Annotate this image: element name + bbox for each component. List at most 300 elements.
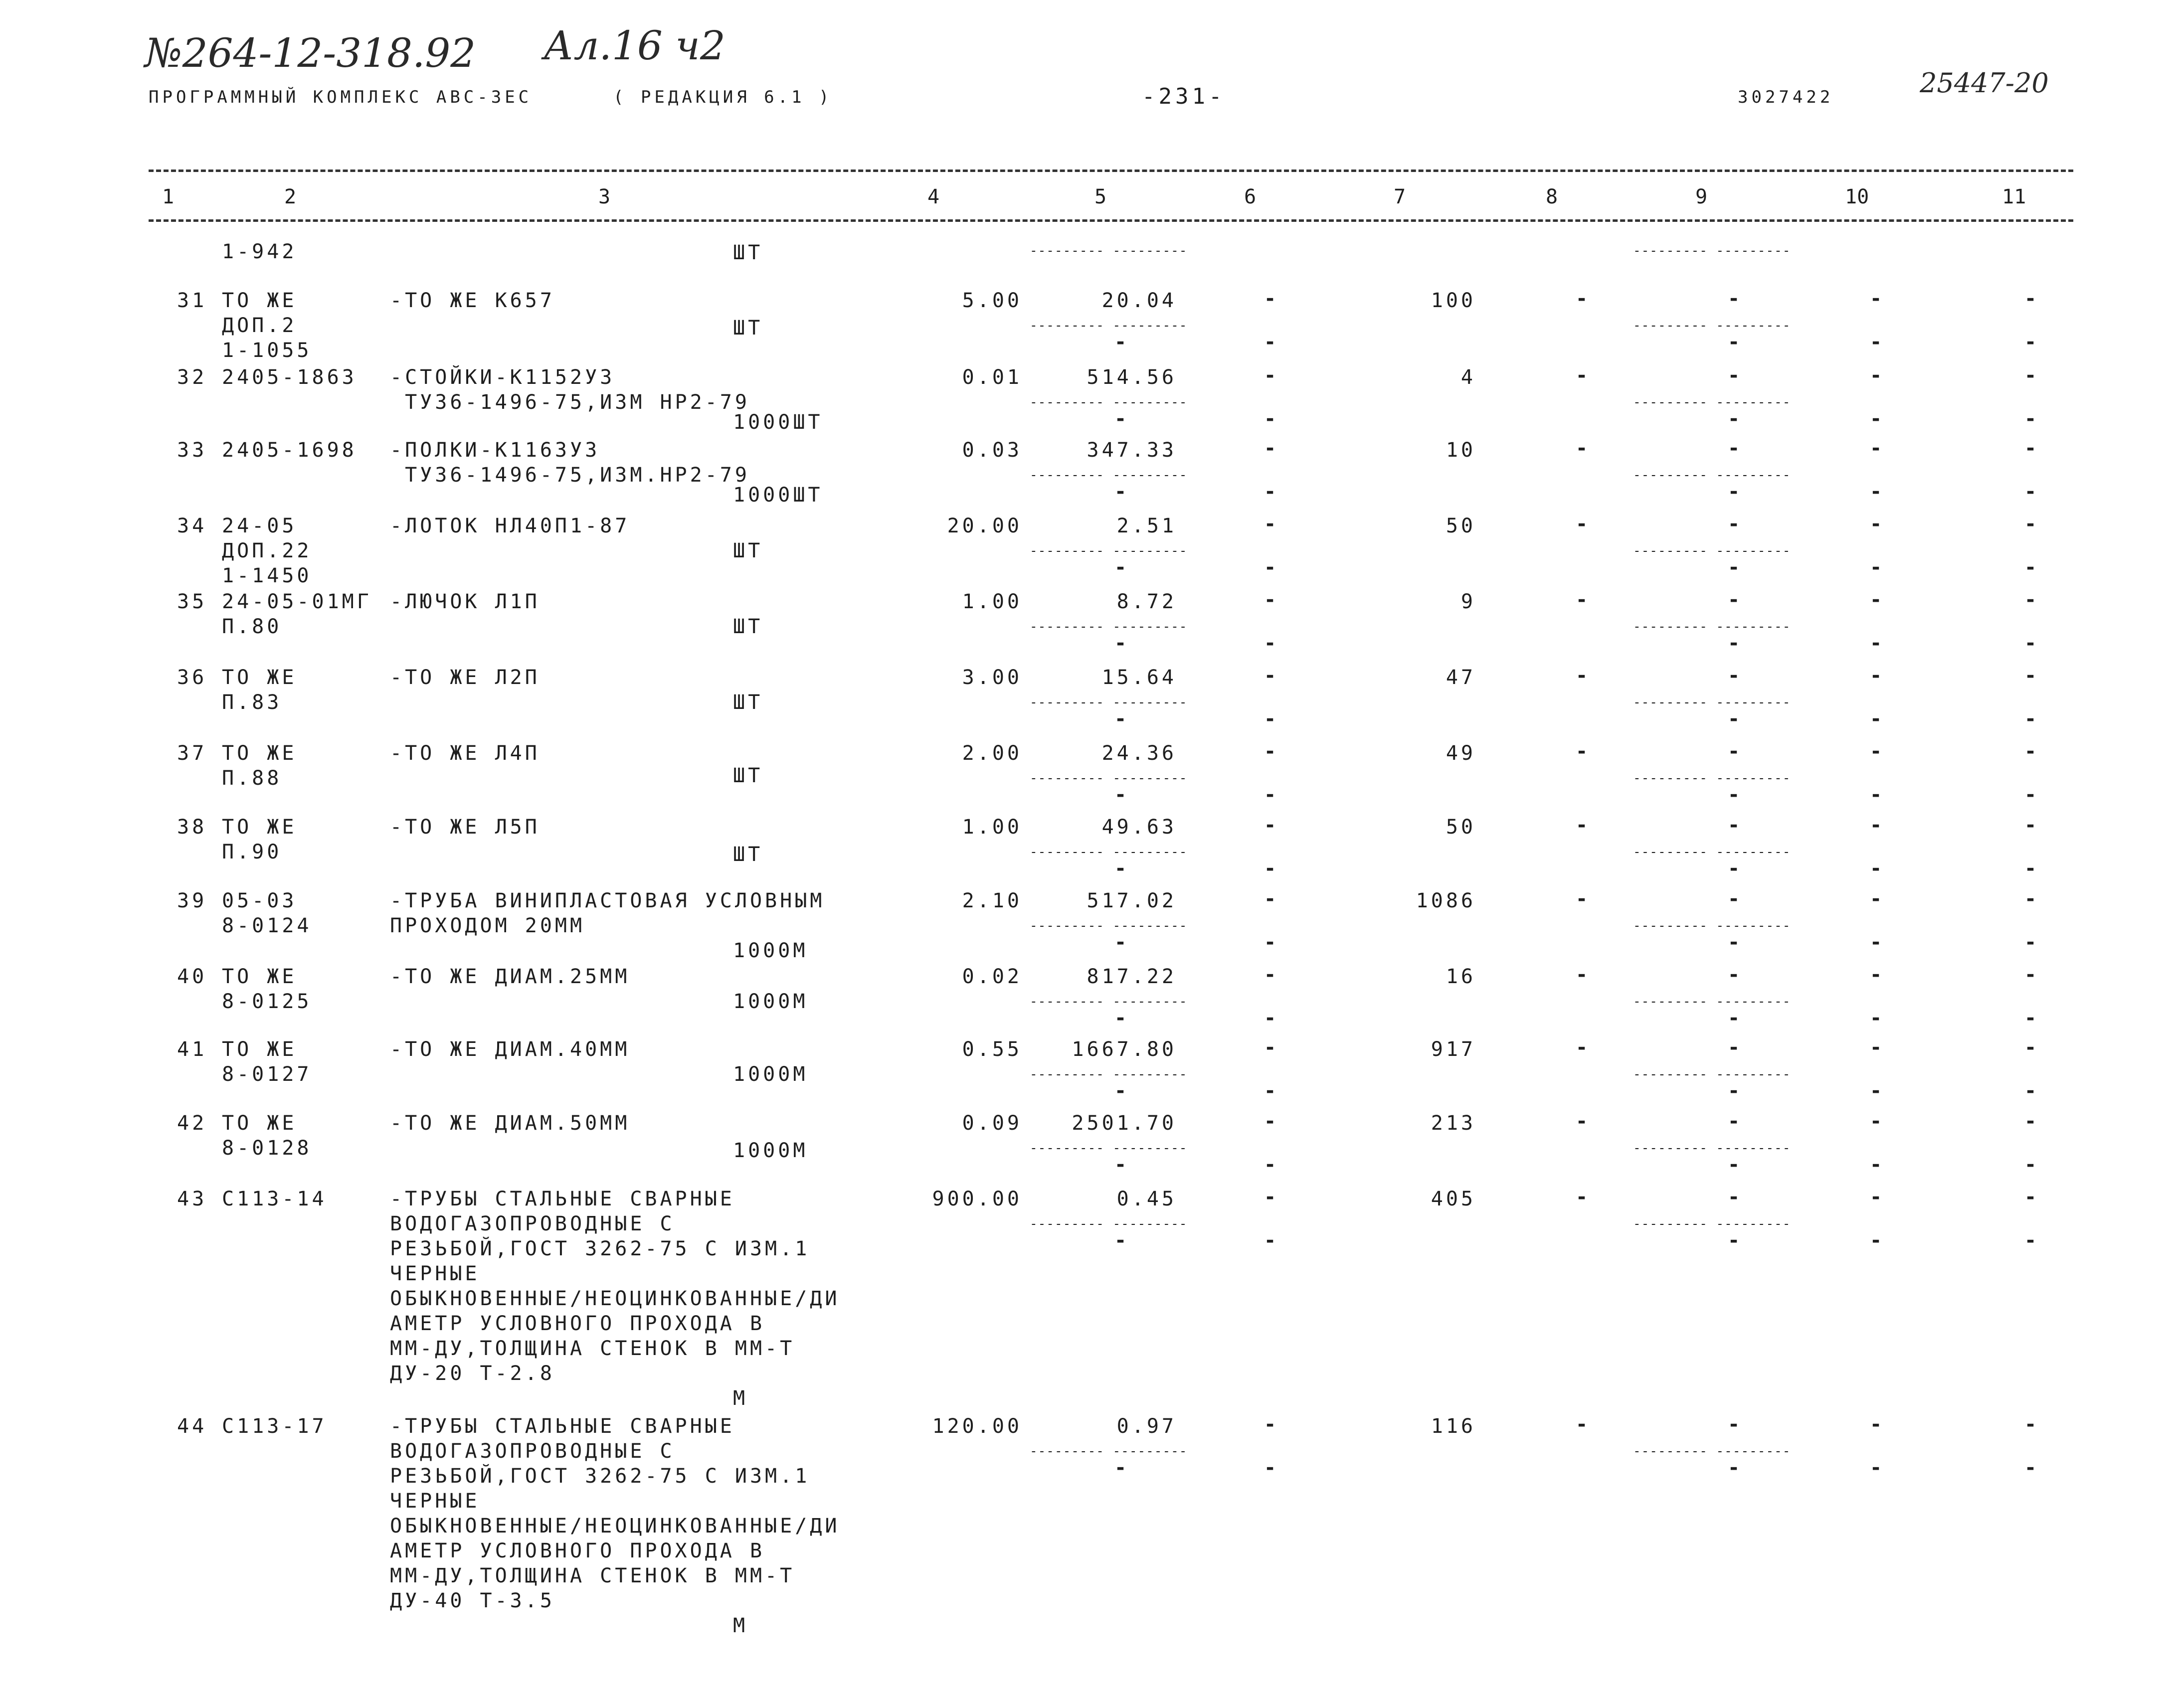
cell-row-number: 38	[177, 816, 207, 839]
cell-quantity: 3.00	[962, 666, 1022, 689]
cell-placeholder-line: --------- ---------	[1030, 543, 1188, 558]
cell-dash: -	[1114, 1153, 1127, 1176]
cell-dash: -	[2024, 857, 2037, 880]
cell-dash: -	[1870, 963, 1882, 986]
cell-dash: -	[1728, 287, 1740, 310]
cell-row-number: 32	[177, 366, 207, 389]
cell-quantity: 20.00	[947, 514, 1022, 537]
cell-quantity: 0.02	[962, 965, 1022, 988]
cell-quantity: 0.09	[962, 1112, 1022, 1135]
cell-quantity: 5.00	[962, 289, 1022, 312]
cell-name: ПРОХОДОМ 20ММ	[390, 914, 585, 937]
cell-total: 213	[1431, 1112, 1476, 1135]
cell-dash: -	[1264, 740, 1276, 763]
cell-dash: -	[1870, 664, 1882, 687]
cell-dash: -	[1576, 364, 1588, 387]
cell-dash: -	[1728, 437, 1740, 460]
cell-dash: -	[1870, 1153, 1882, 1176]
cell-row-number: 42	[177, 1112, 207, 1135]
cell-dash: -	[1114, 556, 1127, 579]
cell-dash: -	[1870, 364, 1882, 387]
cell-dash: -	[1870, 480, 1882, 503]
cell-dash: -	[1264, 1036, 1276, 1059]
cell-total: 116	[1431, 1415, 1476, 1438]
cell-dash: -	[2024, 632, 2037, 655]
cell-name: ВОДОГАЗОПРОВОДНЫЕ С	[390, 1212, 675, 1235]
cell-code: ТО ЖЕ	[222, 289, 297, 312]
cell-dash: -	[1264, 331, 1276, 353]
cell-placeholder-line: --------- ---------	[1030, 1067, 1188, 1082]
cell-unit: 1000М	[733, 1063, 808, 1086]
cell-price: 514.56	[1087, 366, 1177, 389]
edition: ( РЕДАКЦИЯ 6.1 )	[613, 87, 833, 107]
cell-dash: -	[1870, 740, 1882, 763]
cell-unit: ШТ	[733, 691, 763, 714]
table-header-rule	[149, 219, 2073, 222]
cell-quantity: 0.55	[962, 1038, 1022, 1061]
handwritten-doc-number: №264-12-318.92	[145, 30, 476, 76]
cell-code: 8-0124	[222, 914, 312, 937]
cell-dash: -	[1114, 1079, 1127, 1102]
cell-dash: -	[1870, 437, 1882, 460]
cell-dash: -	[1728, 887, 1740, 910]
cell-dash: -	[1870, 512, 1882, 535]
cell-dash: -	[1728, 480, 1740, 503]
column-number: 10	[1845, 185, 1869, 208]
cell-dash: -	[2024, 707, 2037, 730]
cell-total: 49	[1446, 742, 1476, 765]
cell-dash: -	[1576, 512, 1588, 535]
cell-dash: -	[1264, 1456, 1276, 1479]
table-top-rule	[149, 170, 2073, 172]
cell-dash: -	[1870, 588, 1882, 611]
cell-dash: -	[1576, 588, 1588, 611]
cell-dash: -	[2024, 364, 2037, 387]
cell-dash: -	[1264, 407, 1276, 430]
cell-placeholder-line: --------- ---------	[1030, 771, 1188, 786]
cell-code: ДОП.22	[222, 539, 312, 562]
cell-placeholder-line: --------- ---------	[1633, 1067, 1791, 1082]
column-number: 6	[1244, 185, 1257, 208]
cell-dash: -	[1114, 632, 1127, 655]
cell-dash: -	[2024, 740, 2037, 763]
cell-code: 24-05-01МГ	[222, 590, 372, 613]
cell-dash: -	[1728, 1110, 1740, 1133]
cell-code: 1-942	[222, 240, 297, 263]
cell-dash: -	[1728, 512, 1740, 535]
cell-placeholder-line: --------- ---------	[1030, 243, 1188, 258]
cell-name: -ЛОТОК НЛ40П1-87	[390, 514, 630, 537]
cell-placeholder-line: --------- ---------	[1030, 1216, 1188, 1231]
handwritten-code: 25447-20	[1920, 67, 2049, 99]
cell-placeholder-line: --------- ---------	[1030, 695, 1188, 710]
cell-dash: -	[1728, 1153, 1740, 1176]
cell-placeholder-line: --------- ---------	[1633, 619, 1791, 634]
column-number: 7	[1394, 185, 1406, 208]
cell-placeholder-line: --------- ---------	[1030, 918, 1188, 933]
cell-code: ТО ЖЕ	[222, 742, 297, 765]
cell-code: ТО ЖЕ	[222, 965, 297, 988]
cell-dash: -	[1264, 512, 1276, 535]
cell-total: 9	[1460, 590, 1476, 613]
cell-price: 15.64	[1101, 666, 1177, 689]
cell-dash: -	[1870, 1079, 1882, 1102]
cell-placeholder-line: --------- ---------	[1030, 994, 1188, 1009]
cell-dash: -	[1114, 931, 1127, 954]
cell-price: 1667.80	[1072, 1038, 1177, 1061]
cell-dash: -	[1728, 1007, 1740, 1029]
cell-dash: -	[2024, 407, 2037, 430]
cell-unit: 1000М	[733, 939, 808, 962]
cell-placeholder-line: --------- ---------	[1633, 318, 1791, 333]
cell-dash: -	[1870, 783, 1882, 806]
cell-dash: -	[1728, 740, 1740, 763]
cell-dash: -	[2024, 931, 2037, 954]
cell-placeholder-line: --------- ---------	[1030, 468, 1188, 483]
cell-dash: -	[1870, 814, 1882, 837]
cell-dash: -	[1264, 707, 1276, 730]
cell-price: 24.36	[1101, 742, 1177, 765]
cell-name: АМЕТР УСЛОВНОГО ПРОХОДА В	[390, 1539, 765, 1562]
cell-dash: -	[1264, 783, 1276, 806]
cell-dash: -	[1728, 963, 1740, 986]
cell-name: -ТО ЖЕ ДИАМ.50ММ	[390, 1112, 630, 1135]
cell-quantity: 0.03	[962, 439, 1022, 462]
cell-unit: 1000ШТ	[733, 411, 823, 434]
cell-dash: -	[1728, 857, 1740, 880]
cell-name: -ТРУБЫ СТАЛЬНЫЕ СВАРНЫЕ	[390, 1415, 735, 1438]
cell-quantity: 2.00	[962, 742, 1022, 765]
cell-dash: -	[1728, 1456, 1740, 1479]
cell-total: 50	[1446, 514, 1476, 537]
column-number: 4	[927, 185, 940, 208]
cell-dash: -	[1576, 740, 1588, 763]
cell-name: РЕЗЬБОЙ,ГОСТ 3262-75 С ИЗМ.1	[390, 1237, 810, 1260]
cell-dash: -	[1728, 814, 1740, 837]
cell-dash: -	[2024, 1153, 2037, 1176]
cell-row-number: 41	[177, 1038, 207, 1061]
cell-dash: -	[1264, 1413, 1276, 1436]
cell-row-number: 31	[177, 289, 207, 312]
cell-name: -ЛЮЧОК Л1П	[390, 590, 540, 613]
cell-row-number: 44	[177, 1415, 207, 1438]
cell-dash: -	[1576, 664, 1588, 687]
column-number: 1	[162, 185, 175, 208]
cell-quantity: 120.00	[932, 1415, 1022, 1438]
cell-dash: -	[1870, 1229, 1882, 1252]
cell-name: -ТО ЖЕ ДИАМ.25ММ	[390, 965, 630, 988]
cell-total: 47	[1446, 666, 1476, 689]
cell-dash: -	[1576, 1110, 1588, 1133]
cell-total: 100	[1431, 289, 1476, 312]
cell-dash: -	[1264, 664, 1276, 687]
cell-quantity: 900.00	[932, 1188, 1022, 1210]
cell-code: ТО ЖЕ	[222, 816, 297, 839]
cell-total: 1086	[1416, 889, 1476, 912]
cell-unit: 1000М	[733, 990, 808, 1013]
cell-name: -СТОЙКИ-К1152У3	[390, 366, 615, 389]
cell-price: 20.04	[1101, 289, 1177, 312]
cell-name: -ТРУБЫ СТАЛЬНЫЕ СВАРНЫЕ	[390, 1188, 735, 1210]
cell-code: 8-0127	[222, 1063, 312, 1086]
cell-dash: -	[1264, 931, 1276, 954]
cell-placeholder-line: --------- ---------	[1030, 1141, 1188, 1156]
column-number: 8	[1546, 185, 1558, 208]
cell-dash: -	[1870, 407, 1882, 430]
cell-dash: -	[1870, 887, 1882, 910]
cell-dash: -	[1576, 963, 1588, 986]
cell-dash: -	[1728, 556, 1740, 579]
cell-placeholder-line: --------- ---------	[1633, 918, 1791, 933]
cell-dash: -	[1728, 1186, 1740, 1208]
cell-code: 1-1450	[222, 564, 312, 587]
cell-dash: -	[2024, 1110, 2037, 1133]
cell-dash: -	[1728, 1036, 1740, 1059]
cell-dash: -	[1728, 931, 1740, 954]
cell-code: 05-03	[222, 889, 297, 912]
cell-dash: -	[1870, 287, 1882, 310]
cell-code: 1-1055	[222, 339, 312, 362]
cell-total: 405	[1431, 1188, 1476, 1210]
cell-dash: -	[1114, 783, 1127, 806]
cell-dash: -	[1870, 1186, 1882, 1208]
cell-name: ТУ36-1496-75,ИЗМ.НР2-79	[390, 464, 750, 487]
cell-placeholder-line: --------- ---------	[1633, 771, 1791, 786]
cell-placeholder-line: --------- ---------	[1633, 243, 1791, 258]
column-number: 9	[1695, 185, 1708, 208]
cell-placeholder-line: --------- ---------	[1030, 845, 1188, 859]
cell-dash: -	[1264, 588, 1276, 611]
cell-dash: -	[1264, 857, 1276, 880]
cell-total: 16	[1446, 965, 1476, 988]
page-number: -231-	[1142, 84, 1226, 109]
column-number: 2	[284, 185, 297, 208]
cell-code: ТО ЖЕ	[222, 1038, 297, 1061]
cell-dash: -	[1264, 1007, 1276, 1029]
cell-dash: -	[1728, 364, 1740, 387]
cell-dash: -	[1264, 814, 1276, 837]
cell-dash: -	[1870, 1456, 1882, 1479]
cell-placeholder-line: --------- ---------	[1633, 1444, 1791, 1459]
cell-name: ОБЫКНОВЕННЫЕ/НЕОЦИНКОВАННЫЕ/ДИ	[390, 1515, 840, 1537]
cell-total: 50	[1446, 816, 1476, 839]
cell-price: 817.22	[1087, 965, 1177, 988]
cell-dash: -	[1728, 664, 1740, 687]
cell-dash: -	[1264, 1110, 1276, 1133]
cell-placeholder-line: --------- ---------	[1030, 318, 1188, 333]
cell-code: 8-0128	[222, 1137, 312, 1160]
column-number: 11	[2002, 185, 2026, 208]
cell-unit: ШТ	[733, 317, 763, 340]
cell-dash: -	[1114, 707, 1127, 730]
cell-placeholder-line: --------- ---------	[1633, 395, 1791, 410]
cell-dash: -	[1870, 632, 1882, 655]
cell-placeholder-line: --------- ---------	[1633, 1141, 1791, 1156]
cell-name: -ТРУБА ВИНИПЛАСТОВАЯ УСЛОВНЫМ	[390, 889, 825, 912]
cell-dash: -	[1264, 364, 1276, 387]
cell-dash: -	[1870, 1036, 1882, 1059]
cell-code: П.90	[222, 841, 282, 863]
cell-code: ДОП.2	[222, 314, 297, 337]
cell-price: 49.63	[1101, 816, 1177, 839]
cell-row-number: 35	[177, 590, 207, 613]
cell-name: -ПОЛКИ-К1163У3	[390, 439, 600, 462]
cell-dash: -	[1728, 588, 1740, 611]
cell-dash: -	[1264, 1229, 1276, 1252]
cell-placeholder-line: --------- ---------	[1030, 1444, 1188, 1459]
cell-name: ДУ-20 Т-2.8	[390, 1362, 555, 1385]
cell-name: ВОДОГАЗОПРОВОДНЫЕ С	[390, 1440, 675, 1463]
cell-dash: -	[2024, 331, 2037, 353]
cell-dash: -	[1264, 1186, 1276, 1208]
cell-dash: -	[2024, 1186, 2037, 1208]
cell-dash: -	[1576, 1036, 1588, 1059]
cell-dash: -	[1576, 1413, 1588, 1436]
cell-dash: -	[1264, 632, 1276, 655]
cell-dash: -	[1264, 1153, 1276, 1176]
cell-dash: -	[1728, 1413, 1740, 1436]
cell-dash: -	[1114, 1229, 1127, 1252]
cell-code: П.83	[222, 691, 282, 714]
cell-dash: -	[1264, 556, 1276, 579]
cell-code: 8-0125	[222, 990, 312, 1013]
cell-dash: -	[2024, 1456, 2037, 1479]
cell-dash: -	[2024, 1007, 2037, 1029]
cell-unit: ШТ	[733, 764, 763, 787]
cell-placeholder-line: --------- ---------	[1633, 845, 1791, 859]
cell-total: 10	[1446, 439, 1476, 462]
cell-code: 2405-1863	[222, 366, 357, 389]
cell-dash: -	[1728, 1079, 1740, 1102]
column-number: 3	[598, 185, 611, 208]
cell-dash: -	[1264, 287, 1276, 310]
cell-quantity: 0.01	[962, 366, 1022, 389]
cell-dash: -	[1870, 1413, 1882, 1436]
cell-dash: -	[2024, 287, 2037, 310]
cell-name: -ТО ЖЕ Л5П	[390, 816, 540, 839]
cell-name: ММ-ДУ,ТОЛЩИНА СТЕНОК В ММ-Т	[390, 1564, 795, 1587]
cell-row-number: 37	[177, 742, 207, 765]
cell-dash: -	[1870, 331, 1882, 353]
cell-price: 347.33	[1087, 439, 1177, 462]
cell-dash: -	[2024, 437, 2037, 460]
cell-dash: -	[2024, 783, 2037, 806]
handwritten-album: Ал.16 ч2	[544, 22, 726, 69]
cell-placeholder-line: --------- ---------	[1633, 543, 1791, 558]
cell-code: С113-14	[222, 1188, 327, 1210]
cell-placeholder-line: --------- ---------	[1030, 619, 1188, 634]
column-number: 5	[1094, 185, 1107, 208]
cell-dash: -	[1870, 707, 1882, 730]
cell-row-number: 33	[177, 439, 207, 462]
cell-name: ММ-ДУ,ТОЛЩИНА СТЕНОК В ММ-Т	[390, 1337, 795, 1360]
cell-dash: -	[2024, 556, 2037, 579]
cell-dash: -	[1264, 437, 1276, 460]
cell-dash: -	[1870, 1007, 1882, 1029]
cell-code: ТО ЖЕ	[222, 666, 297, 689]
cell-dash: -	[2024, 664, 2037, 687]
cell-dash: -	[1114, 407, 1127, 430]
document-id: 3027422	[1738, 87, 1834, 107]
program-name: ПРОГРАММНЫЙ КОМПЛЕКС АВС-3ЕС	[149, 87, 533, 107]
cell-name: ТУ36-1496-75,ИЗМ НР2-79	[390, 391, 750, 414]
cell-placeholder-line: --------- ---------	[1633, 695, 1791, 710]
cell-placeholder-line: --------- ---------	[1633, 994, 1791, 1009]
cell-code: С113-17	[222, 1415, 327, 1438]
cell-row-number: 39	[177, 889, 207, 912]
cell-price: 2.51	[1116, 514, 1177, 537]
cell-unit: ШТ	[733, 539, 763, 562]
cell-dash: -	[2024, 1036, 2037, 1059]
cell-dash: -	[1576, 437, 1588, 460]
cell-dash: -	[2024, 480, 2037, 503]
cell-row-number: 36	[177, 666, 207, 689]
cell-name: -ТО ЖЕ Л4П	[390, 742, 540, 765]
cell-unit: ШТ	[733, 615, 763, 638]
cell-dash: -	[2024, 1413, 2037, 1436]
cell-dash: -	[1264, 963, 1276, 986]
cell-unit: ШТ	[733, 843, 763, 866]
cell-dash: -	[2024, 963, 2037, 986]
cell-placeholder-line: --------- ---------	[1030, 395, 1188, 410]
cell-code: ТО ЖЕ	[222, 1112, 297, 1135]
cell-price: 2501.70	[1072, 1112, 1177, 1135]
cell-name: -ТО ЖЕ К657	[390, 289, 555, 312]
cell-quantity: 1.00	[962, 590, 1022, 613]
cell-dash: -	[1870, 931, 1882, 954]
cell-dash: -	[1728, 1229, 1740, 1252]
cell-dash: -	[1576, 887, 1588, 910]
cell-placeholder-line: --------- ---------	[1633, 1216, 1791, 1231]
cell-placeholder-line: --------- ---------	[1633, 468, 1791, 483]
cell-unit: 1000ШТ	[733, 484, 823, 507]
cell-code: П.80	[222, 615, 282, 638]
cell-name: ОБЫКНОВЕННЫЕ/НЕОЦИНКОВАННЫЕ/ДИ	[390, 1287, 840, 1310]
cell-dash: -	[1576, 814, 1588, 837]
cell-unit: М	[733, 1387, 748, 1410]
cell-name: ДУ-40 Т-3.5	[390, 1589, 555, 1612]
cell-price: 0.97	[1116, 1415, 1177, 1438]
cell-row-number: 43	[177, 1188, 207, 1210]
cell-dash: -	[2024, 814, 2037, 837]
cell-dash: -	[1870, 556, 1882, 579]
cell-dash: -	[1114, 1007, 1127, 1029]
cell-name: ЧЕРНЫЕ	[390, 1490, 480, 1513]
cell-name: -ТО ЖЕ Л2П	[390, 666, 540, 689]
cell-dash: -	[1264, 887, 1276, 910]
cell-total: 917	[1431, 1038, 1476, 1061]
cell-code: П.88	[222, 767, 282, 790]
cell-dash: -	[1870, 1110, 1882, 1133]
cell-dash: -	[1728, 632, 1740, 655]
cell-dash: -	[1728, 331, 1740, 353]
cell-name: ЧЕРНЫЕ	[390, 1262, 480, 1285]
cell-quantity: 1.00	[962, 816, 1022, 839]
cell-dash: -	[1576, 1186, 1588, 1208]
cell-dash: -	[1870, 857, 1882, 880]
cell-dash: -	[2024, 887, 2037, 910]
cell-code: 2405-1698	[222, 439, 357, 462]
cell-dash: -	[1114, 331, 1127, 353]
cell-name: РЕЗЬБОЙ,ГОСТ 3262-75 С ИЗМ.1	[390, 1465, 810, 1488]
cell-row-number: 34	[177, 514, 207, 537]
cell-dash: -	[1728, 707, 1740, 730]
cell-dash: -	[2024, 512, 2037, 535]
cell-dash: -	[1576, 287, 1588, 310]
cell-unit: М	[733, 1614, 748, 1637]
cell-dash: -	[2024, 588, 2037, 611]
cell-dash: -	[1114, 857, 1127, 880]
